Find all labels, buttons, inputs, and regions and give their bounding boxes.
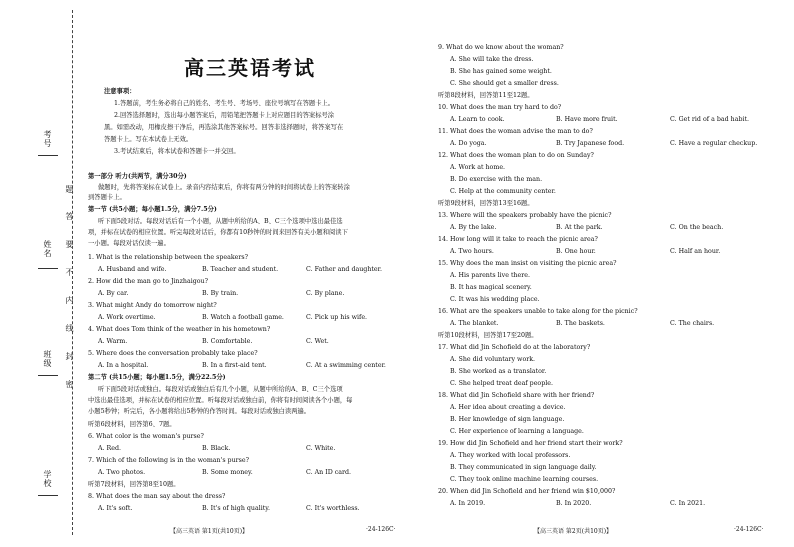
option: B. Her knowledge of sign language. <box>450 416 565 423</box>
question-5: 5. Where does the conversation probably take place? <box>88 350 258 357</box>
notice-line: 1.答题前，考生务必将自己的姓名、考生号、考场号、座位号填写在答题卡上。 <box>114 100 335 107</box>
option: A. Work overtime. <box>98 314 156 321</box>
option: C. They took online machine learning courses. <box>450 476 599 483</box>
option: A. She will take the dress. <box>450 56 534 63</box>
bind-word: 内 <box>65 296 74 305</box>
option: A. In 2019. <box>450 500 486 507</box>
option: B. It's of high quality. <box>202 505 271 512</box>
option: B. Have more fruit. <box>556 116 618 123</box>
option: A. Work at home. <box>450 164 506 171</box>
option: C. At a swimming center. <box>306 362 386 369</box>
section1-desc: 一小题。每段对话仅读一遍。 <box>88 240 170 247</box>
question-14: 14. How long will it take to reach the picnic area? <box>438 236 598 243</box>
option: C. Father and daughter. <box>306 266 382 273</box>
option: A. Two photos. <box>98 469 146 476</box>
option: C. Help at the community center. <box>450 188 556 195</box>
question-11: 11. What does the woman advise the man to do? <box>438 128 593 135</box>
fill-line <box>38 268 58 269</box>
section1-desc: 项，并标在试卷的相应位置。听完每段对话后，你都有10秒钟的时间来回答有关小题和阅读下 <box>88 229 348 236</box>
notice-line: 3.考试结束后，将本试卷和答题卡一并交回。 <box>114 148 240 155</box>
material-6: 听第6段材料，回答第6、7题。 <box>88 421 176 428</box>
question-4: 4. What does Tom think of the weather in his hometown? <box>88 326 271 333</box>
option: B. Black. <box>202 445 231 452</box>
option: C. Wet. <box>306 338 329 345</box>
option: B. One hour. <box>556 248 596 255</box>
option: B. Try Japanese food. <box>556 140 625 147</box>
option: A. His parents live there. <box>450 272 530 279</box>
option: C. Her experience of learning a language. <box>450 428 584 435</box>
bind-word: 密 <box>65 380 74 389</box>
question-15: 15. Why does the man insist on visiting the picnic area? <box>438 260 617 267</box>
option: A. Two hours. <box>450 248 494 255</box>
option: C. An ID card. <box>306 469 352 476</box>
option: C. In 2021. <box>670 500 706 507</box>
question-6: 6. What color is the woman's purse? <box>88 433 204 440</box>
option: C. Pick up his wife. <box>306 314 368 321</box>
option: A. Her idea about creating a device. <box>450 404 566 411</box>
material-7: 听第7段材料，回答第8至10题。 <box>88 481 180 488</box>
question-17: 17. What did Jin Schofield do at the laboratory? <box>438 344 591 351</box>
option: A. She did voluntary work. <box>450 356 536 363</box>
section1-heading: 第一节 (共5小题；每小题1.5分，满分7.5分) <box>88 206 217 213</box>
section1-desc: 听下面5段对话。每段对话后有一个小题，从题中所给的A、B、C三个选项中选出最佳选 <box>98 218 343 225</box>
label-class: 班级 <box>43 350 52 368</box>
bind-word: 线 <box>65 324 74 333</box>
material-8: 听第8段材料，回答第11至12题。 <box>438 92 534 99</box>
question-13: 13. Where will the speakers probably have the picnic? <box>438 212 612 219</box>
notice-line: 黑。如需改动，用橡皮擦干净后，再选涂其他答案标号。回答非选择题时，将答案写在 <box>104 124 344 131</box>
footer-page-label: 【高三英语 第2页(共10页)】 <box>534 528 613 535</box>
material-9: 听第9段材料，回答第13至16题。 <box>438 200 534 207</box>
material-10: 听第10段材料，回答第17至20题。 <box>438 332 538 339</box>
option: C. She helped treat deaf people. <box>450 380 553 387</box>
binding-line <box>72 10 73 535</box>
option: B. It has magical scenery. <box>450 284 532 291</box>
option: A. In a hospital. <box>98 362 149 369</box>
question-18: 18. What did Jin Schofield share with her friend? <box>438 392 595 399</box>
fill-line <box>38 495 58 496</box>
label-name: 姓名 <box>43 240 52 258</box>
question-3: 3. What might Andy do tomorrow night? <box>88 302 217 309</box>
option: B. She has gained some weight. <box>450 68 552 75</box>
option: B. Some money. <box>202 469 253 476</box>
option: A. Red. <box>98 445 122 452</box>
option: C. By plane. <box>306 290 345 297</box>
question-16: 16. What are the speakers unable to take along for the picnic? <box>438 308 638 315</box>
option: C. Have a regular checkup. <box>670 140 758 147</box>
question-8: 8. What does the man say about the dress? <box>88 493 226 500</box>
question-7: 7. Which of the following is in the woman's purse? <box>88 457 249 464</box>
part1-heading: 第一部分 听力(共两节，满分30分) <box>88 173 187 180</box>
option: B. The baskets. <box>556 320 605 327</box>
option: A. Do yoga. <box>450 140 487 147</box>
option: A. Learn to cook. <box>450 116 505 123</box>
fill-line <box>38 375 58 376</box>
option: B. At the park. <box>556 224 603 231</box>
bind-word: 不 <box>65 268 74 277</box>
option: C. White. <box>306 445 336 452</box>
option: C. Get rid of a bad habit. <box>670 116 750 123</box>
part1-desc: 做题时，先将答案标在试卷上。录音内容结束后，你将有两分钟的时间将试卷上的答案转涂 <box>98 184 350 191</box>
option: A. They worked with local professors. <box>450 452 571 459</box>
question-1: 1. What is the relationship between the speakers? <box>88 254 249 261</box>
option: A. By car. <box>98 290 129 297</box>
notice-line: 2.回答选择题时，选出每小题答案后，用铅笔把答题卡上对应题目的答案标号涂 <box>114 112 335 119</box>
option: C. She should get a smaller dress. <box>450 80 559 87</box>
question-20: 20. When did Jin Schofield and her friend win $10,000? <box>438 488 616 495</box>
option: B. Do exercise with the man. <box>450 176 543 183</box>
footer-code: ·24-126C· <box>734 526 764 533</box>
option: B. In 2020. <box>556 500 592 507</box>
footer-code: ·24-126C· <box>366 526 396 533</box>
option: C. It's worthless. <box>306 505 360 512</box>
option: C. The chairs. <box>670 320 715 327</box>
bind-word: 要 <box>65 240 74 249</box>
option: A. By the lake. <box>450 224 497 231</box>
option: B. Watch a football game. <box>202 314 284 321</box>
label-school: 学校 <box>43 470 52 488</box>
question-10: 10. What does the man try hard to do? <box>438 104 562 111</box>
bind-word: 答 <box>65 212 74 221</box>
label-exam-number: 考号 <box>43 130 52 148</box>
option: B. In a first-aid tent. <box>202 362 267 369</box>
section2-desc: 小题5秒钟；听完后，各小题将给出5秒钟的作答时间。每段对话或独白读两遍。 <box>88 408 311 415</box>
question-2: 2. How did the man go to Jinzhaigou? <box>88 278 208 285</box>
option: B. They communicated in sign language daily. <box>450 464 597 471</box>
section2-desc: 中选出最佳选项，并标在试卷的相应位置。听每段对话或独白前，你将有时间阅读各个小题，每 <box>88 397 353 404</box>
section2-heading: 第二节 (共15小题；每小题1.5分，满分22.5分) <box>88 374 226 381</box>
section2-desc: 听下面5段对话或独白。每段对话或独白后有几个小题，从题中所给的A、B、C三个选项 <box>98 386 343 393</box>
question-19: 19. How did Jin Schofield and her friend start their work? <box>438 440 623 447</box>
option: A. It's soft. <box>98 505 133 512</box>
option: A. Husband and wife. <box>98 266 167 273</box>
option: C. Half an hour. <box>670 248 721 255</box>
option: C. It was his wedding place. <box>450 296 540 303</box>
question-9: 9. What do we know about the woman? <box>438 44 564 51</box>
option: B. She worked as a translator. <box>450 368 547 375</box>
page-title: 高三英语考试 <box>184 56 316 80</box>
binding-sidebar <box>0 0 80 547</box>
option: A. Warm. <box>98 338 128 345</box>
bind-word: 封 <box>65 352 74 361</box>
notice-line: 答题卡上。写在本试卷上无效。 <box>104 136 193 143</box>
footer-page-label: 【高三英语 第1页(共10页)】 <box>170 528 249 535</box>
option: B. By train. <box>202 290 239 297</box>
option: B. Comfortable. <box>202 338 253 345</box>
option: B. Teacher and student. <box>202 266 279 273</box>
option: C. On the beach. <box>670 224 724 231</box>
part1-desc: 到答题卡上。 <box>88 194 126 201</box>
question-12: 12. What does the woman plan to do on Sunday? <box>438 152 594 159</box>
option: A. The blanket. <box>450 320 499 327</box>
bind-word: 题 <box>65 185 74 194</box>
notice-title: 注意事项： <box>104 88 136 95</box>
fill-line <box>38 155 58 156</box>
